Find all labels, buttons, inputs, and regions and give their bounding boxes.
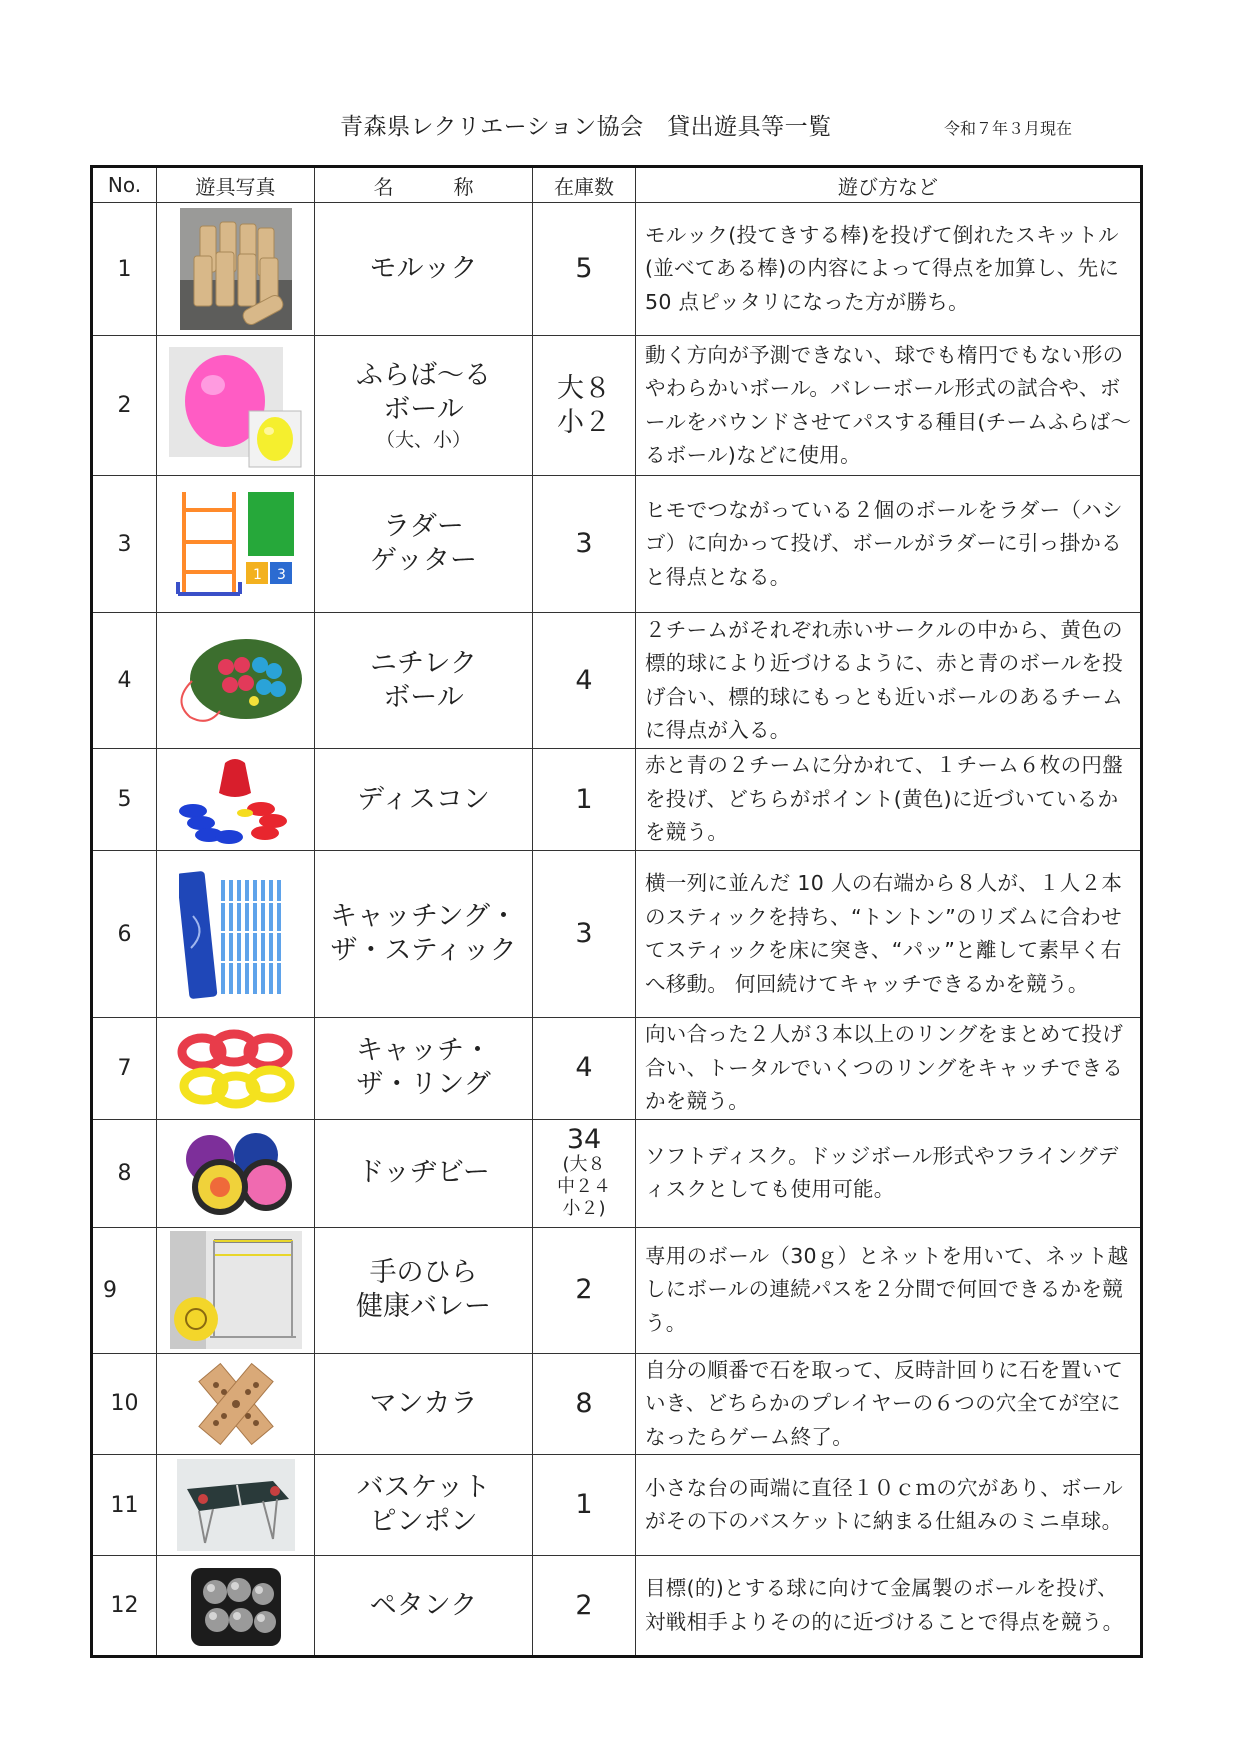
row-no: 5	[92, 749, 157, 851]
row-name: ふらば～る ボール （大、小）	[315, 336, 533, 476]
row-name: ラダー ゲッター	[315, 476, 533, 613]
row-desc: ソフトディスク。ドッジボール形式やフライングディスクとしても使用可能。	[636, 1119, 1142, 1227]
row-stock: 大８ 小２	[533, 336, 636, 476]
row-name: マンカラ	[315, 1353, 533, 1455]
row-name: モルック	[315, 203, 533, 336]
table-row	[92, 1227, 1142, 1353]
row-no: 1	[92, 203, 157, 336]
row-stock: 1	[533, 1455, 636, 1556]
row-stock: 4	[533, 613, 636, 749]
table-row	[92, 851, 1142, 1018]
row-no: 3	[92, 476, 157, 613]
row-stock: 2	[533, 1227, 636, 1353]
table-row	[92, 336, 1142, 476]
row-stock: 1	[533, 749, 636, 851]
row-no: 9	[92, 1227, 157, 1353]
photo-molkky	[157, 203, 315, 336]
svg-text:1: 1	[252, 567, 262, 583]
row-desc: 目標(的)とする球に向けて金属製のボールを投げ、対戦相手よりその的に近づけることで得点を競う。	[636, 1556, 1142, 1657]
col-header-photo: 遊具写真	[157, 167, 315, 203]
row-desc: ２チームがそれぞれ赤いサークルの中から、黄色の標的球により近づけるように、赤と青のボールを投げ合い、標的球にもっとも近いボールのあるチームに得点が入る。	[636, 613, 1142, 749]
col-header-no: No.	[92, 167, 157, 203]
table-row	[92, 1455, 1142, 1556]
col-header-name: 名 称	[315, 167, 533, 203]
row-name: バスケット ピンポン	[315, 1455, 533, 1556]
table-row	[92, 613, 1142, 749]
photo-palm-volley	[157, 1227, 315, 1353]
row-desc: モルック(投てきする棒)を投げて倒れたスキットル(並べてある棒)の内容によって得点を加算し、先に 50 点ピッタリになった方が勝ち。	[636, 203, 1142, 336]
table-row	[92, 1119, 1142, 1227]
photo-nichireku-ball	[157, 613, 315, 749]
row-desc: 小さな台の両端に直径１０ｃｍの穴があり、ボールがその下のバスケットに納まる仕組みのミニ卓球。	[636, 1455, 1142, 1556]
photo-discon	[157, 749, 315, 851]
row-desc: ヒモでつながっている２個のボールをラダー（ハシゴ）に向かって投げ、ボールがラダーに引っ掛かると得点となる。	[636, 476, 1142, 613]
photo-flaball	[157, 336, 315, 476]
col-header-desc: 遊び方など	[636, 167, 1142, 203]
row-stock: 2	[533, 1556, 636, 1657]
col-header-stock: 在庫数	[533, 167, 636, 203]
row-desc: 動く方向が予測できない、球でも楕円でもない形のやわらかいボール。バレーボール形式の試合や、ボールをバウンドさせてパスする種目(チームふらば～るボール)などに使用。	[636, 336, 1142, 476]
row-no: 11	[92, 1455, 157, 1556]
photo-dodgebee	[157, 1119, 315, 1227]
table-row	[92, 1353, 1142, 1455]
photo-ladder-getter	[157, 476, 315, 613]
photo-catch-the-ring	[157, 1018, 315, 1120]
row-name: ドッヂビー	[315, 1119, 533, 1227]
row-stock: 3	[533, 476, 636, 613]
row-name: キャッチング・ ザ・スティック	[315, 851, 533, 1018]
row-no: 6	[92, 851, 157, 1018]
page-title: 青森県レクリエーション協会 貸出遊具等一覧	[340, 114, 832, 140]
table-row	[92, 203, 1142, 336]
row-stock: 3	[533, 851, 636, 1018]
photo-basket-pingpong	[157, 1455, 315, 1556]
equipment-table	[90, 165, 1143, 1658]
row-stock: 5	[533, 203, 636, 336]
row-stock: 4	[533, 1018, 636, 1120]
page-date: 令和７年３月現在	[944, 119, 1073, 138]
row-no: 7	[92, 1018, 157, 1120]
photo-petanque	[157, 1556, 315, 1657]
table-row	[92, 476, 1142, 613]
table-row	[92, 1018, 1142, 1120]
row-name: キャッチ・ ザ・リング	[315, 1018, 533, 1120]
row-name: ニチレク ボール	[315, 613, 533, 749]
row-name: ペタンク	[315, 1556, 533, 1657]
row-name: 手のひら 健康バレー	[315, 1227, 533, 1353]
row-no: 10	[92, 1353, 157, 1455]
row-stock: 8	[533, 1353, 636, 1455]
row-no: 4	[92, 613, 157, 749]
row-stock: 34 (大８ 中２４ 小２)	[533, 1119, 636, 1227]
photo-mancala	[157, 1353, 315, 1455]
row-no: 12	[92, 1556, 157, 1657]
table-row	[92, 749, 1142, 851]
row-desc: 専用のボール（30ｇ）とネットを用いて、ネット越しにボールの連続パスを２分間で何回できるかを競う。	[636, 1227, 1142, 1353]
row-desc: 横一列に並んだ 10 人の右端から８人が、１人２本のスティックを持ち、“トントン”のリズムに合わせてスティックを床に突き、“パッ”と離して素早く右へ移動。 何回続けてキャッチできるかを競う。	[636, 851, 1142, 1018]
row-no: 2	[92, 336, 157, 476]
row-name: ディスコン	[315, 749, 533, 851]
row-desc: 向い合った２人が３本以上のリングをまとめて投げ合い、トータルでいくつのリングをキャッチできるかを競う。	[636, 1018, 1142, 1120]
svg-text:3: 3	[276, 567, 286, 583]
row-desc: 自分の順番で石を取って、反時計回りに石を置いていき、どちらかのプレイヤーの６つの穴全てが空になったらゲーム終了。	[636, 1353, 1142, 1455]
row-desc: 赤と青の２チームに分かれて、１チーム６枚の円盤を投げ、どちらがポイント(黄色)に近づいているかを競う。	[636, 749, 1142, 851]
table-header-row	[92, 167, 1142, 203]
table-row	[92, 1556, 1142, 1657]
row-no: 8	[92, 1119, 157, 1227]
photo-catching-the-stick	[157, 851, 315, 1018]
